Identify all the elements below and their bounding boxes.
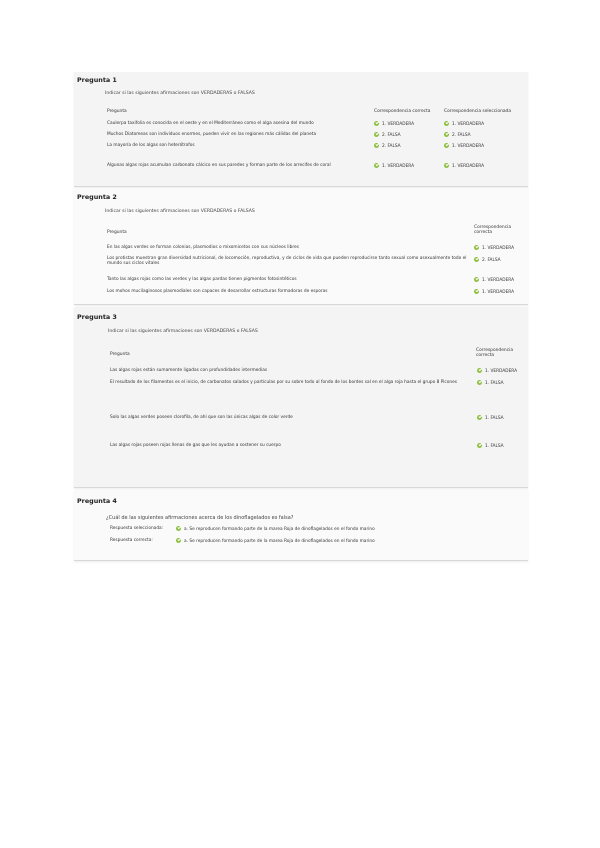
correct-answer: 2. FALSA [374,132,401,138]
correct-answer: 1. VERDADERA [374,121,414,127]
check-icon [474,277,479,282]
correct-answer-label: Respuesta correcta: [110,538,153,543]
selected-answer: a. Se reproducen formando parte de la marea Roja de dinoflagelados en el fondo marino [176,526,375,532]
table-row-statement: Caulerpa taxifolia es conocida en el oeste y en el Mediterráneo como el alga asesina del mundo [107,121,314,126]
check-icon [477,415,482,420]
question-instruction: Indicar si las siguientes afirmaciones son VERDADERAS o FALSAS [108,329,258,334]
correct-answer: 1. FALSA [477,415,504,421]
table-row-statement: En las algas verdes se forman colonias, plasmodios o mixomicetos con sus núcleos libres [107,245,299,250]
table-row-statement: Tanto las algas rojas como las verdes y las algas pardas tienen pigmentos fotosintéticos [107,277,297,282]
check-icon [474,289,479,294]
table-row-statement: Los protistas muestran gran diversidad nutricional, de locomoción, reproductiva, y de ciclos de vida que pueden reproducirse tanto sexual como asexualmente todo el mundo sus ciclos vitales [107,256,467,266]
check-icon [374,132,379,137]
check-icon [444,132,449,137]
check-icon [477,380,482,385]
question-text: ¿Cuál de las siguientes afirmaciones acerca de los dinoflagelados es falsa? [106,515,294,521]
correct-answer: a. Se reproducen formando parte de la marea Roja de dinoflagelados en el fondo marino [176,538,375,544]
question-title: Pregunta 2 [77,193,117,201]
check-icon [477,368,482,373]
check-icon [444,163,449,168]
correct-answer: 1. VERDADERA [474,277,514,283]
table-row-statement: Algunas algas rojas acumulan carbonato cálcico en sus paredes y forman parte de los arrecifes de coral [107,163,331,168]
correct-answer: 1. FALSA [477,380,504,386]
column-header-correct: Correspondencia correcta [476,348,514,358]
question-instruction: Indicar si las siguientes afirmaciones son VERDADERAS o FALSAS [105,91,255,96]
table-row-statement: La mayoría de los algas son heterótrofos [107,143,195,148]
table-row-statement: Los mohos mucilaginosos plasmodiales son capaces de desarrollar estructuras formadoras de esporas [107,289,328,294]
correct-answer: 1. VERDADERA [474,289,514,295]
check-icon [474,245,479,250]
column-header-pregunta: Pregunta [107,230,127,235]
question-title: Pregunta 3 [77,313,117,321]
check-icon [374,163,379,168]
table-row-statement: Las algas rojas poseen rojas llenas de gas que les ayudan a sostener su cuerpo [110,443,281,448]
column-header-correct: Correspondencia correcta [374,109,431,114]
correct-answer: 2. FALSA [474,257,501,263]
correct-answer: 1. VERDADERA [474,245,514,251]
column-header-correct: Correspondencia correcta [474,225,512,235]
correct-answer: 1. VERDADERA [374,163,414,169]
question-4-card [74,490,528,561]
selected-answer: 1. VERDADERA [444,143,484,149]
column-header-selected: Correspondencia seleccionada [444,109,512,114]
check-icon [444,121,449,126]
table-row-statement: Muchos Diatomeas son individuos enormes, pueden vivir en las regiones más cálidas del planeta [107,132,317,137]
table-row-statement: El resultado de los filamentos es el inicio, de carbonatos salados y partículas por su sobre todo al fondo de los bordes sal en el alga roja hasta el grupo 8 Picones [110,380,457,385]
question-1-card [74,72,528,187]
question-3-card [74,307,528,488]
check-icon [477,443,482,448]
check-icon [374,143,379,148]
selected-answer: 1. VERDADERA [444,163,484,169]
correct-answer: 2. FALSA [374,143,401,149]
correct-answer: 1. VERDADERA [477,368,517,374]
check-icon [176,538,181,543]
correct-answer: 1. FALSA [477,443,504,449]
selected-answer: 2. FALSA [444,132,471,138]
selected-answer-label: Respuesta seleccionada: [110,526,164,531]
column-header-pregunta: Pregunta [110,352,130,357]
question-title: Pregunta 4 [77,497,117,505]
check-icon [176,526,181,531]
check-icon [474,257,479,262]
selected-answer: 1. VERDADERA [444,121,484,127]
table-row-statement: Las algas rojas están sumamente ligadas con profundidades intermedias [110,368,268,373]
question-2-card [74,188,528,305]
check-icon [444,143,449,148]
question-instruction: Indicar si las siguientes afirmaciones son VERDADERAS o FALSAS [105,209,255,214]
check-icon [374,121,379,126]
column-header-pregunta: Pregunta [107,109,127,114]
table-row-statement: Solo las algas verdes poseen clorofila, de ahí que son las únicas algas de color verde [110,415,293,420]
question-title: Pregunta 1 [77,76,117,84]
